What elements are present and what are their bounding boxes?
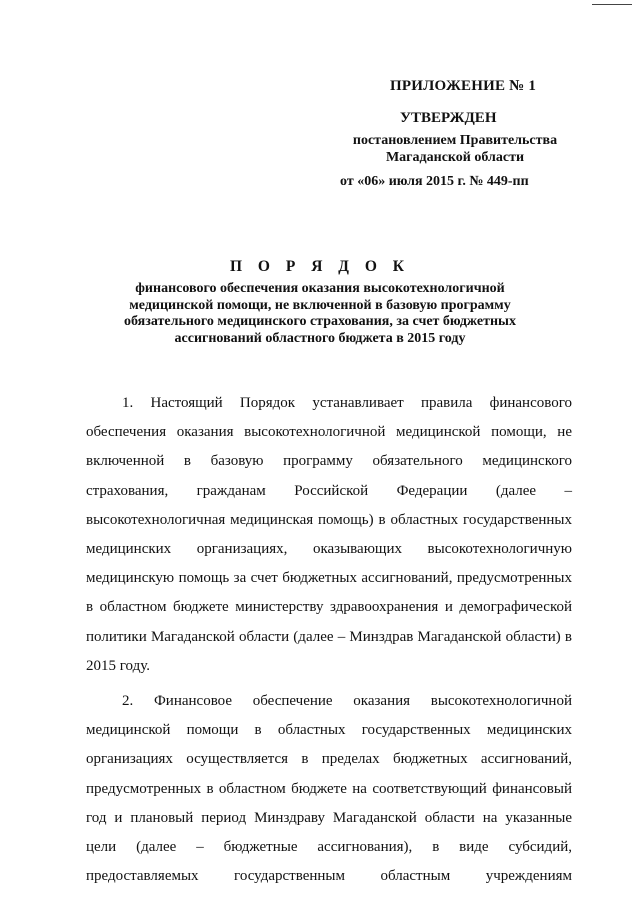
document-body: [86, 389, 572, 897]
appendix-label: ПРИЛОЖЕНИЕ № 1: [390, 78, 537, 94]
document-subtitle: финансового обеспечения оказания высокотехнологичной медицинской помощи, не включенной в базовую программу обязательного медицинского страхования, за счет бюджетных ассигнований областного бюджета в 2015 году: [124, 281, 516, 346]
paragraph-2: 2. Финансовое обеспечение оказания высокотехнологичной медицинской помощи в областных государственных медицинских организациях осуществляется в пределах бюджетных ассигнований, предусмотренных в областном бюджете на соответствующий финансовый год и плановый период Минздраву Магаданской области на указанные цели (далее – бюджетные ассигнования), в виде субсидий, предоставляемых государственным областным учреждениям: [86, 693, 572, 885]
decree-text: постановлением Правительства Магаданской области: [352, 133, 558, 165]
scan-edge-mark: [592, 4, 632, 5]
document-title: П О Р Я Д О К: [230, 258, 410, 275]
decree-date: от «06» июля 2015 г. № 449-пп: [340, 174, 529, 189]
paragraph-1: 1. Настоящий Порядок устанавливает правила финансового обеспечения оказания высокотехнологичной медицинской помощи, не включенной в базовую программу обязательного медицинского страхования, гражданам Российской Федерации (далее – высокотехнологичная медицинская помощь) в областных государственных медицинских организациях, оказывающих высокотехнологичную медицинскую помощь за счет бюджетных ассигнований, предусмотренных в областном бюджете министерству здравоохранения и демографической политики Магаданской области (далее – Минздрав Магаданской области) в 2015 году.: [86, 395, 572, 674]
approved-label: УТВЕРЖДЕН: [400, 110, 497, 126]
